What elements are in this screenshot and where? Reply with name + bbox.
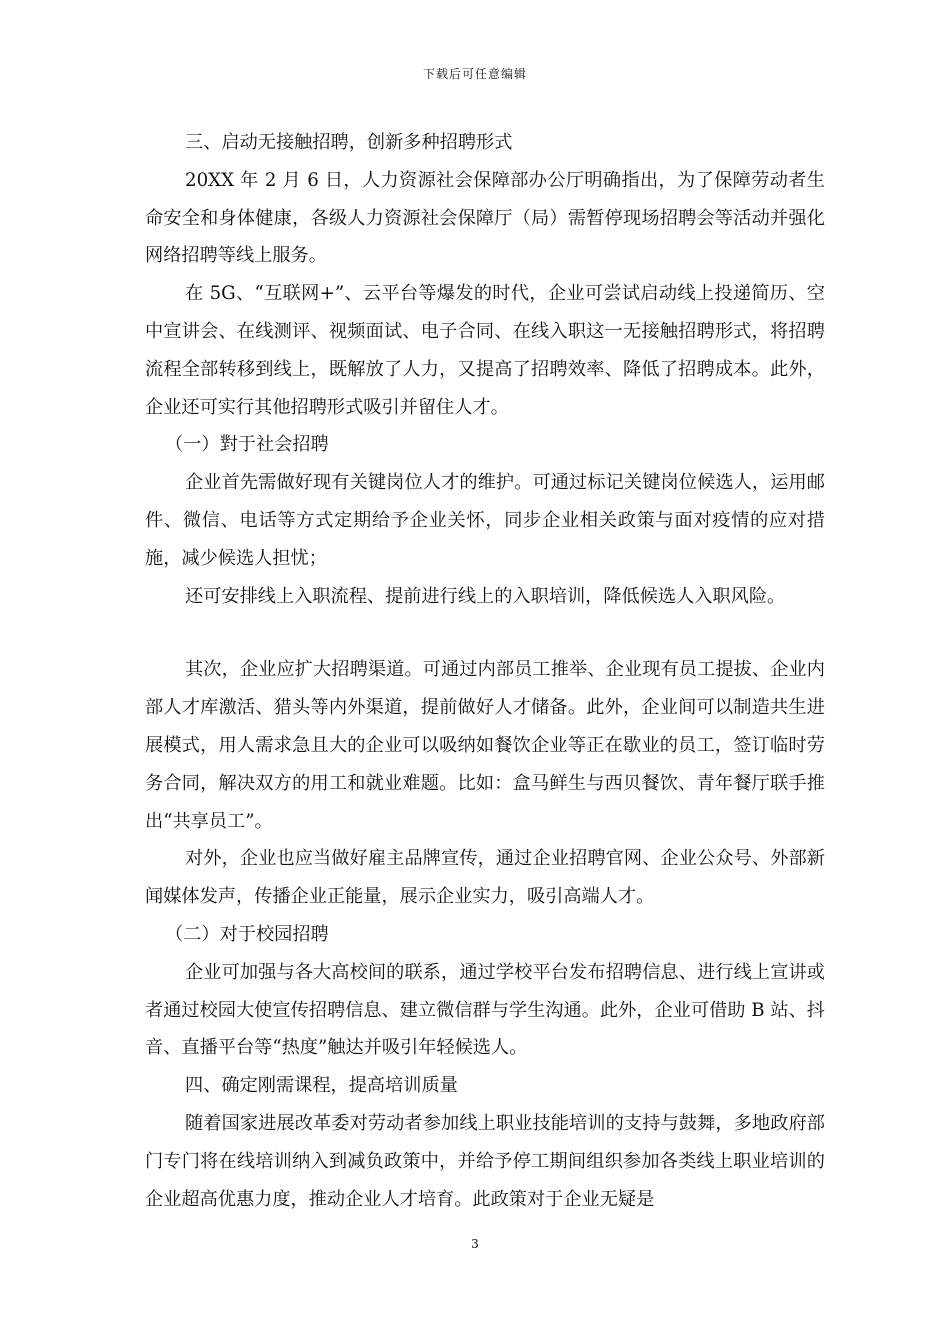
paragraph: 对外，企业也应当做好雇主品牌宣传，通过企业招聘官网、企业公众号、外部新闻媒体发声，传播企业正能量，展示企业实力，吸引高端人才。 <box>145 848 825 908</box>
paragraph: 企业首先需做好现有关键岗位人才的维护。可通过标记关键岗位候选人，运用邮件、微信、电话等方式定期给予企业关怀，同步企业相关政策与面对疫情的应对措施，减少候选人担忧； <box>145 472 825 569</box>
paragraph: 企业可加强与各大高校间的联系，通过学校平台发布招聘信息、进行线上宣讲或者通过校园大使宣传招聘信息、建立微信群与学生沟通。此外，企业可借助 B 站、抖音、直播平台等“热度”触达并吸引年轻候选人。 <box>145 961 825 1059</box>
section-heading-3: 三、启动无接触招聘，创新多种招聘形式 <box>185 132 513 153</box>
section-heading-4: 四、确定刚需课程，提高培训质量 <box>185 1075 458 1097</box>
paragraph: 20XX 年 2 月 6 日，人力资源社会保障部办公厅明确指出，为了保障劳动者生命安全和身体健康，各级人力资源社会保障厅（局）需暂停现场招聘会等活动并强化网络招聘等线上服务。 <box>145 169 825 267</box>
document-body <box>145 124 825 1218</box>
page-header: 下载后可任意编辑 <box>422 67 527 81</box>
subsection-heading-2: （二）对于校园招聘 <box>165 923 329 945</box>
subsection-heading-1: （一）對于社会招聘 <box>165 434 329 456</box>
paragraph: 在 5G、“互联网+”、云平台等爆发的时代，企业可尝试启动线上投递简历、空中宣讲会、在线测评、视频面试、电子合同、在线入职这一无接触招聘形式，将招聘流程全部转移到线上，既解放了人力，又提高了招聘效率、降低了招聘成本。此外，企业还可实行其他招聘形式吸引并留住人才。 <box>145 283 825 418</box>
paragraph: 还可安排线上入职流程、提前进行线上的入职培训，降低候选人入职风险。 <box>185 585 786 607</box>
paragraph-gap <box>145 615 825 651</box>
paragraph: 随着国家进展改革委对劳动者参加线上职业技能培训的支持与鼓舞，多地政府部门专门将在线培训纳入到减负政策中，并给予停工期间组织参加各类线上职业培训的企业超高优惠力度，推动企业人才培育。此政策对于企业无疑是 <box>145 1112 825 1210</box>
page-number: 3 <box>471 1237 479 1251</box>
paragraph: 其次，企业应扩大招聘渠道。可通过内部员工推举、企业现有员工提拔、企业内部人才库激活、猎头等内外渠道，提前做好人才储备。此外，企业间可以制造共生进展模式，用人需求急且大的企业可以吸纳如餐饮企业等正在歇业的员工，签订临时劳务合同，解决双方的用工和就业难题。比如：盒马鲜生与西贝餐饮、青年餐厅联手推出“共享员工”。 <box>145 659 825 832</box>
